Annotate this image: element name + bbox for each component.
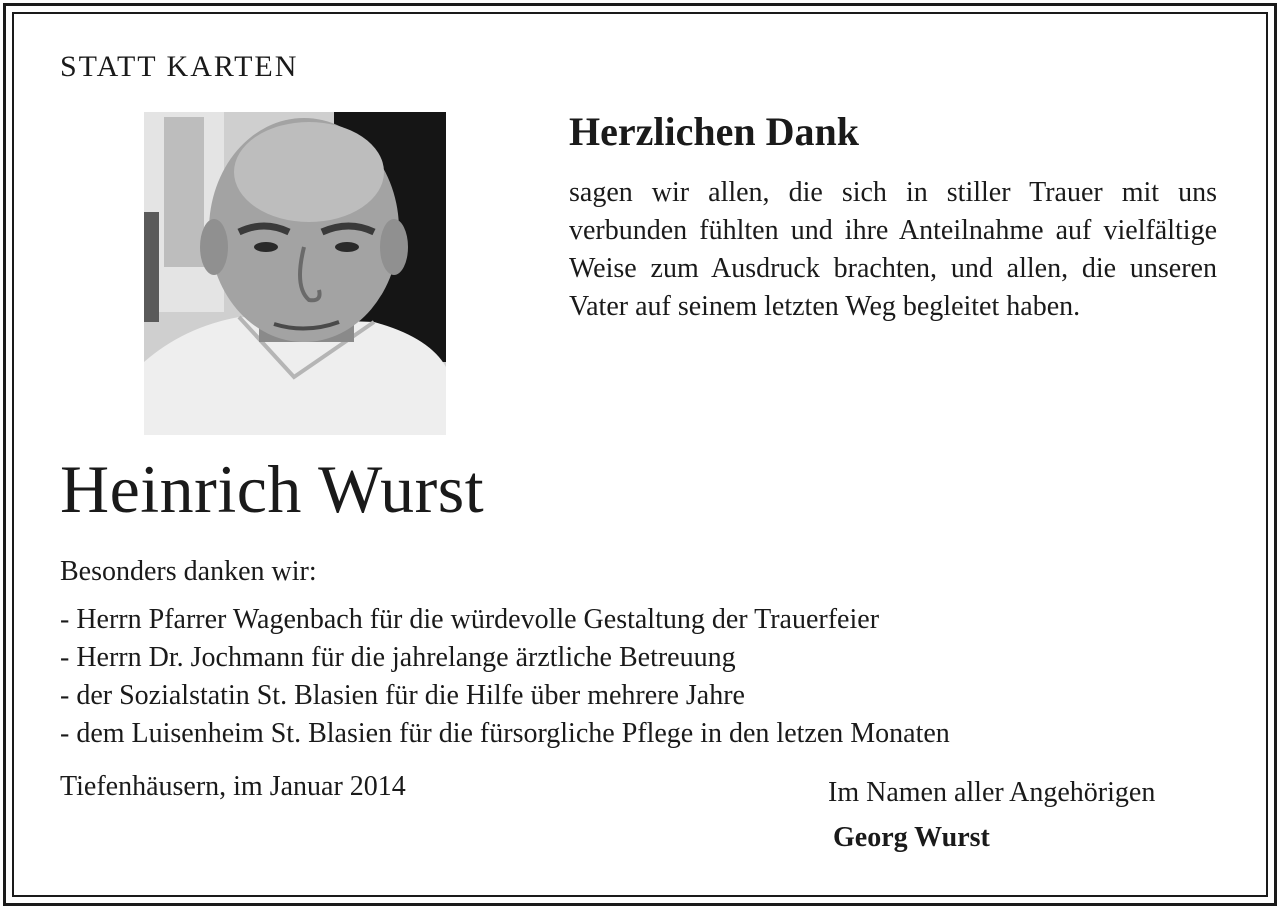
portrait-photo-icon: [144, 112, 446, 435]
list-item: - Herrn Pfarrer Wagenbach für die würdevolle Gestaltung der Trauerfeier: [60, 604, 880, 635]
signer-name: Georg Wurst: [833, 822, 990, 853]
thanks-body-text: sagen wir allen, die sich in stiller Trauer mit uns verbunden fühlten und ihre Anteilnahme auf vielfältige Weise zum Ausdruck brachten, und allen, die unseren Vater auf seinem letzten Weg begleitet haben.: [569, 177, 1217, 322]
special-thanks-list: [60, 601, 950, 753]
place-date: Tiefenhäusern, im Januar 2014: [60, 771, 406, 802]
portrait-photo: [144, 112, 446, 435]
list-item: - der Sozialstatin St. Blasien für die Hilfe über mehrere Jahre: [60, 680, 745, 711]
list-item: - dem Luisenheim St. Blasien für die fürsorgliche Pflege in den letzen Monaten: [60, 718, 950, 749]
kicker-statt-karten: STATT KARTEN: [60, 50, 299, 83]
list-item: - Herrn Dr. Jochmann für die jahrelange ärztliche Betreuung: [60, 642, 736, 673]
thanks-heading: Herzlichen Dank: [569, 109, 859, 154]
deceased-name: Heinrich Wurst: [60, 451, 485, 527]
signoff-text: Im Namen aller Angehörigen: [828, 777, 1156, 808]
special-thanks-intro: Besonders danken wir:: [60, 556, 317, 587]
